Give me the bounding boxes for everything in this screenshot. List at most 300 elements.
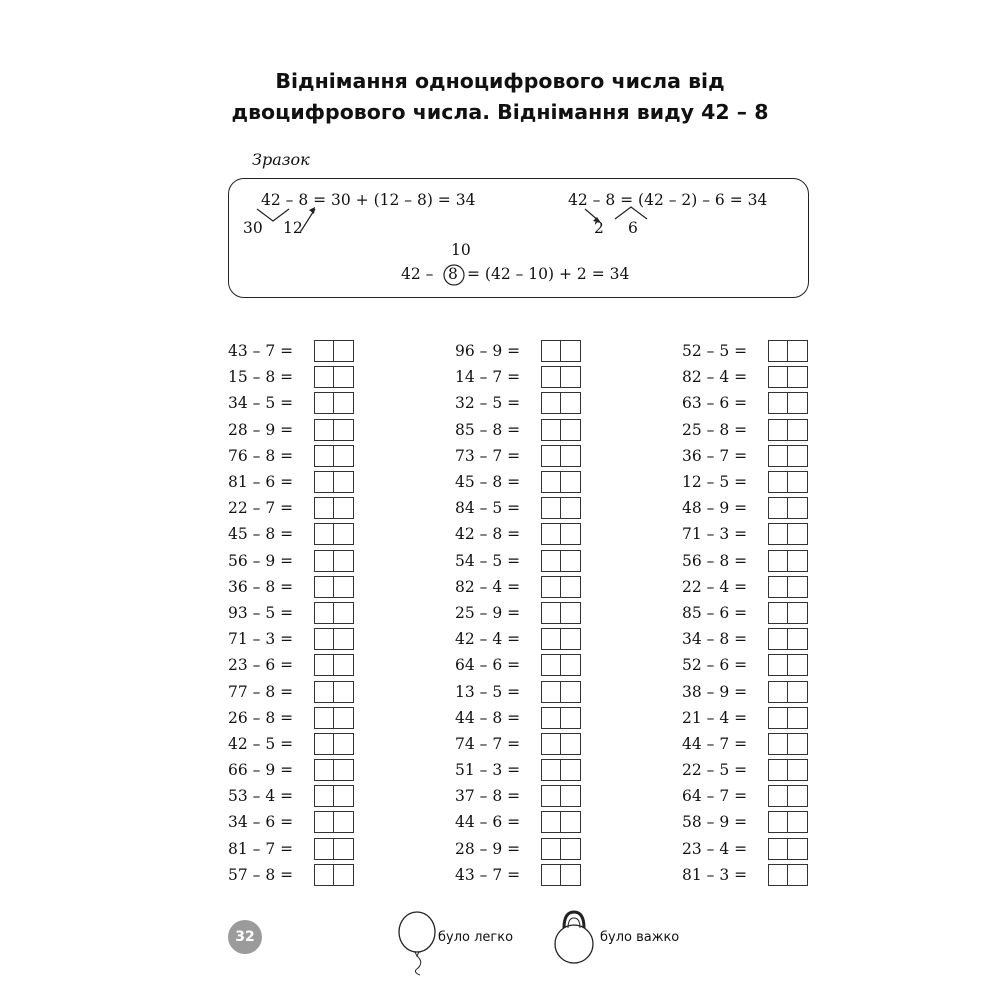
answer-cell-ones[interactable] [334,523,354,545]
answer-cell-tens[interactable] [768,392,788,414]
exercise-row [455,783,581,809]
exercise-row [455,757,581,783]
exercise-expression: 85 – 6 = [682,603,748,622]
exercise-expression: 57 – 8 = [228,865,294,884]
answer-cell-ones[interactable] [334,733,354,755]
answer-cell-ones[interactable] [561,602,581,624]
answer-cell-ones[interactable] [334,497,354,519]
answer-cell-tens[interactable] [541,471,561,493]
answer-cell-tens[interactable] [541,576,561,598]
answer-cell-tens[interactable] [541,523,561,545]
exercise-expression: 34 – 8 = [682,630,748,649]
exercise-row [682,626,808,652]
exercise-row [228,626,354,652]
answer-cell-ones[interactable] [561,785,581,807]
answer-cell-tens[interactable] [768,471,788,493]
answer-cells [768,864,808,886]
exercise-expression: 26 – 8 = [228,708,294,727]
balloon-icon [396,906,442,976]
answer-cells [314,471,354,493]
answer-cell-ones[interactable] [334,759,354,781]
exercise-expression: 66 – 9 = [228,761,294,780]
answer-cell-tens[interactable] [541,707,561,729]
exercise-row [228,836,354,862]
answer-cell-ones[interactable] [334,445,354,467]
exercise-expression: 14 – 7 = [455,368,521,387]
exercise-row [682,364,808,390]
exercise-expression: 22 – 4 = [682,577,748,596]
answer-cells [314,811,354,833]
sample-ex1-part-b: 12 [283,219,303,237]
answer-cells [314,550,354,572]
answer-cell-tens[interactable] [314,523,334,545]
answer-cell-ones[interactable] [561,445,581,467]
answer-cell-ones[interactable] [334,654,354,676]
answer-cell-ones[interactable] [561,550,581,572]
sample-ex3-top: 10 [451,241,471,259]
exercise-expression: 96 – 9 = [455,342,521,361]
exercise-expression: 43 – 7 = [228,342,294,361]
answer-cells [768,707,808,729]
exercise-expression: 23 – 4 = [682,839,748,858]
answer-cell-tens[interactable] [768,681,788,703]
answer-cell-ones[interactable] [561,654,581,676]
answer-cell-ones[interactable] [561,759,581,781]
exercise-expression: 25 – 9 = [455,603,521,622]
exercise-expression: 82 – 4 = [455,577,521,596]
exercise-row [682,443,808,469]
exercise-row [682,783,808,809]
answer-cell-ones[interactable] [561,340,581,362]
exercise-expression: 93 – 5 = [228,603,294,622]
answer-cell-tens[interactable] [768,340,788,362]
answer-cells [314,864,354,886]
answer-cells [314,392,354,414]
answer-cells [768,445,808,467]
exercise-expression: 23 – 6 = [228,656,294,675]
answer-cell-tens[interactable] [768,785,788,807]
exercise-expression: 56 – 9 = [228,551,294,570]
answer-cell-tens[interactable] [541,445,561,467]
answer-cell-tens[interactable] [314,445,334,467]
exercise-expression: 64 – 6 = [455,656,521,675]
exercise-expression: 45 – 8 = [228,525,294,544]
answer-cell-tens[interactable] [314,497,334,519]
answer-cell-ones[interactable] [788,576,808,598]
answer-cell-ones[interactable] [334,864,354,886]
answer-cells [314,602,354,624]
answer-cell-tens[interactable] [541,550,561,572]
sample-box [228,178,809,298]
easy-label: було легко [438,930,514,945]
answer-cell-ones[interactable] [788,681,808,703]
exercise-row [455,364,581,390]
answer-cells [768,419,808,441]
answer-cell-ones[interactable] [788,759,808,781]
answer-cell-tens[interactable] [541,864,561,886]
exercise-row [455,338,581,364]
exercise-row [455,626,581,652]
exercise-expression: 71 – 3 = [228,630,294,649]
answer-cells [541,576,581,598]
answer-cell-ones[interactable] [788,733,808,755]
answer-cell-tens[interactable] [768,707,788,729]
exercise-expression: 64 – 7 = [682,787,748,806]
answer-cell-tens[interactable] [314,733,334,755]
answer-cells [541,550,581,572]
answer-cells [768,340,808,362]
answer-cell-ones[interactable] [334,838,354,860]
answer-cells [541,654,581,676]
answer-cells [768,523,808,545]
title-line-2: двоцифрового числа. Віднімання виду 42 – 8 [231,100,769,124]
answer-cell-ones[interactable] [788,654,808,676]
answer-cells [541,445,581,467]
exercise-expression: 28 – 9 = [455,839,521,858]
answer-cell-tens[interactable] [541,366,561,388]
answer-cell-ones[interactable] [561,864,581,886]
answer-cell-ones[interactable] [788,628,808,650]
answer-cell-tens[interactable] [768,576,788,598]
exercise-row [228,338,354,364]
answer-cells [314,681,354,703]
answer-cells [314,497,354,519]
exercise-row [228,652,354,678]
exercise-row [682,731,808,757]
exercise-expression: 54 – 5 = [455,551,521,570]
answer-cell-ones[interactable] [334,366,354,388]
sample-ex1-part-a: 30 [243,219,263,237]
answer-cell-ones[interactable] [788,602,808,624]
exercise-row [455,652,581,678]
answer-cells [541,419,581,441]
exercise-row [455,495,581,521]
exercise-row [228,862,354,888]
exercise-row [455,731,581,757]
answer-cells [314,759,354,781]
exercise-expression: 74 – 7 = [455,734,521,753]
answer-cell-ones[interactable] [788,445,808,467]
answer-cells [314,733,354,755]
answer-cell-tens[interactable] [314,654,334,676]
exercise-row [455,705,581,731]
exercise-row [455,521,581,547]
answer-cell-tens[interactable] [768,628,788,650]
exercise-expression: 76 – 8 = [228,446,294,465]
answer-cell-ones[interactable] [561,419,581,441]
answer-cell-tens[interactable] [768,366,788,388]
answer-cells [768,681,808,703]
exercise-expression: 45 – 8 = [455,473,521,492]
answer-cells [314,366,354,388]
sample-ex3-circled: 8 [448,265,458,283]
exercise-expression: 13 – 5 = [455,682,521,701]
answer-cells [541,759,581,781]
exercise-expression: 12 – 5 = [682,473,748,492]
answer-cells [541,838,581,860]
sample-ex3-right: = (42 – 10) + 2 = 34 [467,265,630,283]
answer-cell-ones[interactable] [334,340,354,362]
answer-cell-ones[interactable] [334,392,354,414]
exercise-column-1 [228,338,354,888]
answer-cell-ones[interactable] [334,471,354,493]
exercise-row [228,705,354,731]
answer-cell-tens[interactable] [541,681,561,703]
exercise-expression: 84 – 5 = [455,499,521,518]
answer-cell-tens[interactable] [314,419,334,441]
exercise-row [455,809,581,835]
exercise-row [682,809,808,835]
exercise-row [682,574,808,600]
exercise-expression: 42 – 5 = [228,734,294,753]
exercise-row [455,443,581,469]
exercise-row [682,652,808,678]
exercise-row [682,390,808,416]
answer-cells [541,392,581,414]
exercise-expression: 85 – 8 = [455,420,521,439]
answer-cell-tens[interactable] [768,838,788,860]
exercise-row [455,469,581,495]
answer-cell-ones[interactable] [561,838,581,860]
answer-cells [314,628,354,650]
exercise-row [682,600,808,626]
answer-cell-ones[interactable] [334,550,354,572]
answer-cell-ones[interactable] [788,471,808,493]
answer-cells [541,681,581,703]
answer-cell-tens[interactable] [541,733,561,755]
answer-cell-tens[interactable] [314,471,334,493]
answer-cells [314,523,354,545]
exercise-row [682,836,808,862]
answer-cells [768,733,808,755]
answer-cells [768,602,808,624]
answer-cell-tens[interactable] [541,628,561,650]
exercise-expression: 53 – 4 = [228,787,294,806]
answer-cell-ones[interactable] [561,392,581,414]
answer-cell-tens[interactable] [314,864,334,886]
answer-cell-ones[interactable] [788,392,808,414]
exercise-row [455,600,581,626]
exercise-expression: 52 – 5 = [682,342,748,361]
answer-cells [541,366,581,388]
answer-cell-tens[interactable] [541,654,561,676]
answer-cell-ones[interactable] [334,576,354,598]
answer-cell-tens[interactable] [768,733,788,755]
exercise-expression: 63 – 6 = [682,394,748,413]
answer-cells [768,392,808,414]
answer-cells [768,759,808,781]
exercise-expression: 56 – 8 = [682,551,748,570]
answer-cell-ones[interactable] [788,864,808,886]
exercise-row [228,548,354,574]
page-title [0,66,1000,128]
exercise-row [228,521,354,547]
answer-cells [314,838,354,860]
answer-cell-tens[interactable] [768,419,788,441]
exercise-row [228,600,354,626]
answer-cell-ones[interactable] [788,811,808,833]
exercise-row [682,495,808,521]
answer-cell-tens[interactable] [541,392,561,414]
answer-cell-ones[interactable] [334,681,354,703]
exercise-row [682,548,808,574]
answer-cells [768,550,808,572]
exercise-expression: 36 – 8 = [228,577,294,596]
exercise-expression: 42 – 4 = [455,630,521,649]
exercise-expression: 28 – 9 = [228,420,294,439]
exercise-expression: 43 – 7 = [455,865,521,884]
exercise-row [228,390,354,416]
exercise-row [228,731,354,757]
answer-cell-tens[interactable] [541,759,561,781]
answer-cell-tens[interactable] [541,811,561,833]
answer-cell-tens[interactable] [314,550,334,572]
answer-cell-ones[interactable] [561,707,581,729]
answer-cell-ones[interactable] [788,419,808,441]
answer-cells [541,733,581,755]
exercise-column-2 [455,338,581,888]
answer-cell-tens[interactable] [541,419,561,441]
answer-cell-tens[interactable] [314,392,334,414]
answer-cell-tens[interactable] [768,759,788,781]
exercise-row [228,495,354,521]
answer-cell-ones[interactable] [788,523,808,545]
exercise-expression: 22 – 5 = [682,761,748,780]
answer-cell-tens[interactable] [768,523,788,545]
exercise-row [455,836,581,862]
answer-cells [768,576,808,598]
answer-cells [314,707,354,729]
answer-cell-ones[interactable] [788,707,808,729]
answer-cell-ones[interactable] [561,576,581,598]
answer-cell-tens[interactable] [768,654,788,676]
answer-cell-ones[interactable] [334,602,354,624]
answer-cell-ones[interactable] [334,707,354,729]
answer-cell-ones[interactable] [788,838,808,860]
exercise-expression: 81 – 7 = [228,839,294,858]
answer-cell-tens[interactable] [314,681,334,703]
exercise-row [228,469,354,495]
answer-cell-ones[interactable] [561,523,581,545]
exercise-row [682,757,808,783]
answer-cell-tens[interactable] [314,576,334,598]
exercise-expression: 71 – 3 = [682,525,748,544]
answer-cell-tens[interactable] [314,602,334,624]
answer-cell-ones[interactable] [334,628,354,650]
answer-cells [541,340,581,362]
exercise-row [682,417,808,443]
sample-ex2-part-b: 6 [628,219,638,237]
answer-cell-tens[interactable] [768,811,788,833]
exercise-row [455,574,581,600]
exercise-expression: 32 – 5 = [455,394,521,413]
answer-cell-tens[interactable] [314,628,334,650]
answer-cells [541,497,581,519]
answer-cell-ones[interactable] [334,419,354,441]
exercise-expression: 51 – 3 = [455,761,521,780]
answer-cell-tens[interactable] [768,497,788,519]
exercise-expression: 15 – 8 = [228,368,294,387]
answer-cell-ones[interactable] [561,681,581,703]
exercise-expression: 34 – 5 = [228,394,294,413]
exercise-expression: 21 – 4 = [682,708,748,727]
answer-cell-ones[interactable] [561,733,581,755]
answer-cells [314,419,354,441]
exercise-row [228,783,354,809]
exercise-row [228,443,354,469]
exercise-expression: 44 – 7 = [682,734,748,753]
sample-label: Зразок [252,150,310,169]
answer-cell-ones[interactable] [561,628,581,650]
answer-cell-tens[interactable] [541,838,561,860]
exercise-expression: 44 – 8 = [455,708,521,727]
answer-cells [314,654,354,676]
exercise-expression: 48 – 9 = [682,499,748,518]
answer-cell-tens[interactable] [768,550,788,572]
answer-cell-ones[interactable] [788,366,808,388]
answer-cell-tens[interactable] [314,366,334,388]
answer-cell-tens[interactable] [768,445,788,467]
answer-cell-tens[interactable] [314,340,334,362]
exercise-row [228,417,354,443]
answer-cells [541,707,581,729]
exercise-row [682,521,808,547]
answer-cell-ones[interactable] [788,340,808,362]
answer-cell-ones[interactable] [561,366,581,388]
answer-cells [314,785,354,807]
answer-cells [768,497,808,519]
exercise-row [228,364,354,390]
page-number-badge: 32 [228,920,262,954]
exercise-row [455,390,581,416]
exercise-row [228,574,354,600]
exercise-row [228,757,354,783]
answer-cells [541,785,581,807]
exercise-expression: 44 – 6 = [455,813,521,832]
answer-cell-tens[interactable] [541,340,561,362]
answer-cell-ones[interactable] [561,497,581,519]
answer-cells [314,576,354,598]
answer-cell-tens[interactable] [314,707,334,729]
answer-cell-ones[interactable] [334,811,354,833]
exercise-row [455,678,581,704]
answer-cell-tens[interactable] [314,838,334,860]
answer-cell-tens[interactable] [314,759,334,781]
answer-cell-tens[interactable] [541,497,561,519]
exercise-row [682,678,808,704]
answer-cells [541,628,581,650]
answer-cell-tens[interactable] [314,785,334,807]
answer-cell-ones[interactable] [561,471,581,493]
answer-cell-tens[interactable] [768,602,788,624]
exercise-expression: 77 – 8 = [228,682,294,701]
answer-cell-ones[interactable] [788,497,808,519]
answer-cell-ones[interactable] [334,785,354,807]
answer-cells [768,654,808,676]
exercise-expression: 38 – 9 = [682,682,748,701]
answer-cell-ones[interactable] [788,785,808,807]
answer-cell-tens[interactable] [768,864,788,886]
answer-cell-ones[interactable] [788,550,808,572]
exercise-row [455,548,581,574]
answer-cell-tens[interactable] [541,602,561,624]
sample-ex2-part-a: 2 [594,219,604,237]
answer-cell-tens[interactable] [541,785,561,807]
answer-cells [541,864,581,886]
sample-example-1: 42 – 8 = 30 + (12 – 8) = 34 [261,191,476,209]
answer-cell-ones[interactable] [561,811,581,833]
answer-cell-tens[interactable] [314,811,334,833]
